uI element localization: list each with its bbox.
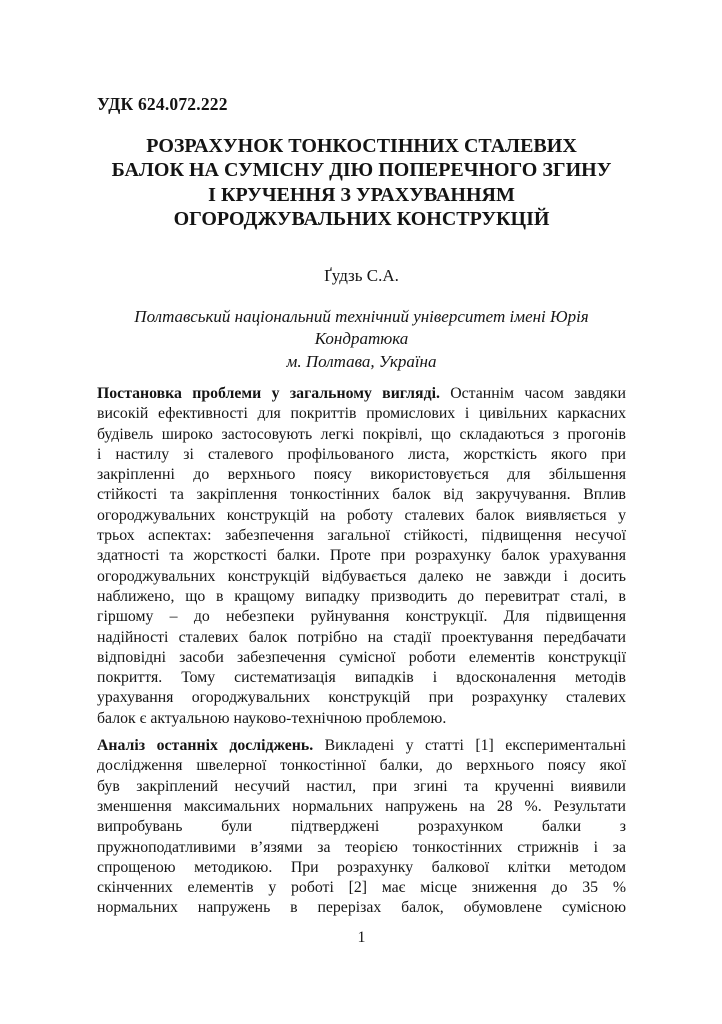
article-title-line: ОГОРОДЖУВАЛЬНИХ КОНСТРУКЦІЙ [173, 207, 550, 230]
text-line: закріпленні до верхнього поясу використовується для збільшення [97, 466, 626, 484]
text-line: високій ефективності для покриттів промислових і цивільних каркасних [97, 405, 626, 423]
paragraph [97, 736, 626, 919]
article-body [97, 384, 626, 926]
text-line: здатності та жорсткості балки. Проте при розрахунку балок урахування [97, 547, 626, 565]
article-title-line: І КРУЧЕННЯ З УРАХУВАННЯМ [208, 183, 515, 206]
author-name: Ґудзь С.А. [324, 266, 399, 285]
text-line: огороджувальних конструкцій на роботу сталевих балок виявляється у [97, 506, 626, 524]
text-line: відповідні засоби забезпечення сумісної роботи елементів конструкції [97, 648, 626, 666]
text-line: зменшення максимальних нормальних напружень на 28 %. Результати [97, 797, 626, 815]
text-line: скінченних елементів у роботі [2] має місце зниження до 35 % [97, 879, 626, 897]
affiliation-line: м. Полтава, Україна [286, 351, 437, 371]
article-title [97, 134, 626, 231]
text-line: Аналіз останніх досліджень. Викладені у статті [1] експериментальні [97, 737, 626, 755]
text-line: балок є актуальною науково-технічною проблемою. [97, 709, 447, 727]
affiliation-line: Кондратюка [314, 329, 409, 349]
page-number: 1 [357, 929, 366, 946]
text-line: покриття. Тому систематизація випадків і вдосконалення методів [97, 669, 626, 687]
text-line: пружноподатливими в’язями за теорією тонкостінних стрижнів і за [97, 838, 626, 856]
text-line: будівель широко застосовують легкі покрівлі, що складаються з прогонів [97, 425, 626, 443]
udc-code: УДК 624.072.222 [97, 94, 228, 114]
text-line: трьох аспектах: забезпечення загальної стійкості, підвищення несучої [97, 527, 626, 545]
text-line: був закріплений несучий настил, при згині та крученні виявили [97, 777, 626, 795]
article-title-line: БАЛОК НА СУМІСНУ ДІЮ ПОПЕРЕЧНОГО ЗГИНУ [111, 159, 612, 182]
text-line: випробувань були підтверджені розрахунком балки з [97, 818, 626, 836]
text-line: Постановка проблеми у загальному вигляді. Останнім часом завдяки [97, 385, 626, 402]
affiliation-line: Полтавський національний технічний університет імені Юрія [134, 307, 589, 326]
text-line: нормальних напружень в перерізах балок, обумовлене сумісною [97, 899, 626, 917]
article-title-line: РОЗРАХУНОК ТОНКОСТІННИХ СТАЛЕВИХ [146, 135, 577, 157]
text-line: надійності сталевих балок потрібно на стадії проектування передбачати [97, 628, 626, 646]
text-line: огороджувальних конструкцій відбувається далеко не завжди і досить [97, 567, 626, 585]
text-line: і настилу зі сталевого профільованого листа, жорсткість якого при [97, 445, 626, 463]
paragraph [97, 384, 626, 729]
affiliation [97, 306, 626, 373]
text-line: урахування огороджувальних конструкцій при розрахунку сталевих [97, 689, 626, 707]
text-line: наближено, що в кращому випадку призводить до перевитрат сталі, в [97, 587, 626, 605]
text-line: стійкості та закріплення тонкостінних балок від закручування. Вплив [97, 486, 626, 504]
text-line: гіршому – до небезпеки руйнування конструкції. Для підвищення [97, 608, 626, 626]
text-line: дослідження швелерної тонкостінної балки, до верхнього поясу якої [97, 757, 626, 775]
text-line: спрощеною методикою. При розрахунку балкової клітки методом [97, 858, 626, 876]
